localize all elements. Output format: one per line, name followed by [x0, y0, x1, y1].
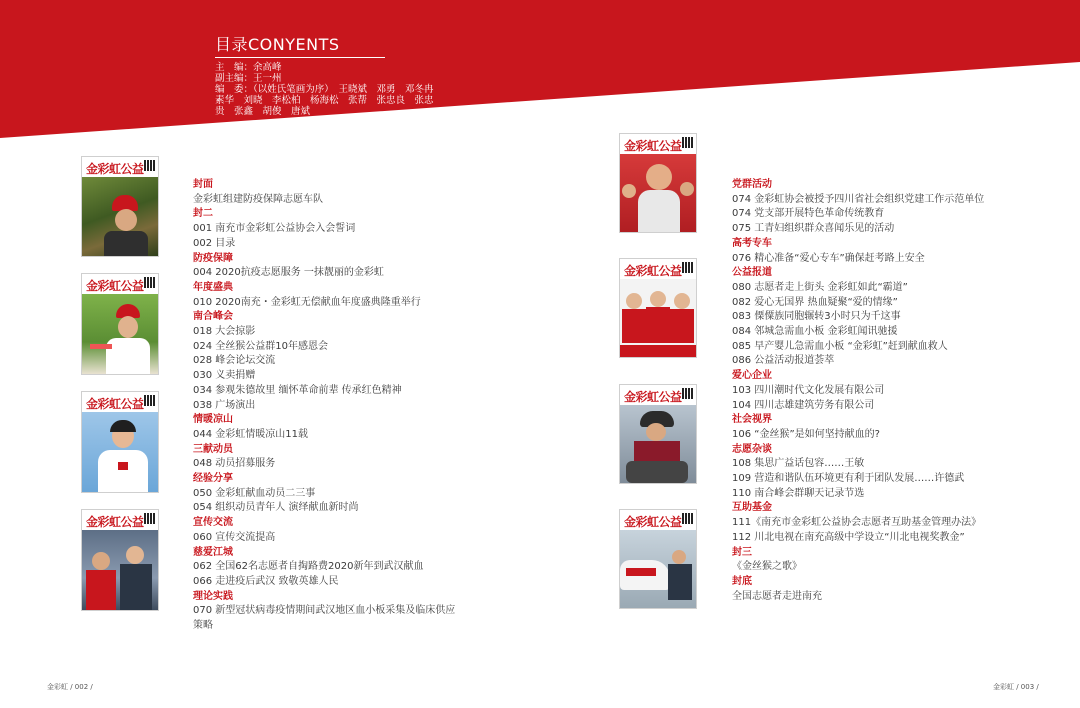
- toc-entry[interactable]: 034 参观朱德故里 缅怀革命前辈 传承红色精神: [193, 384, 402, 396]
- toc-section-heading: 防疫保障: [193, 252, 233, 264]
- toc-entry[interactable]: 044 金彩虹情暖凉山11载: [193, 428, 308, 440]
- cover-photo: [620, 154, 696, 232]
- cover-logo: 金彩虹公益: [620, 134, 696, 154]
- toc-entry[interactable]: 001 南充市金彩虹公益协会入会誓词: [193, 223, 356, 235]
- toc-section-heading: 党群活动: [732, 179, 772, 190]
- cover-thumbnail[interactable]: [619, 384, 697, 484]
- deputy-editor: 副主编：王一州: [215, 73, 282, 84]
- toc-entry[interactable]: 《金丝猴之歌》: [732, 561, 802, 573]
- toc-entry[interactable]: 策略: [193, 620, 213, 632]
- toc-entry[interactable]: 038 广场演出: [193, 399, 256, 411]
- toc-section-heading: 封面: [193, 179, 213, 190]
- cover-logo: 金彩虹公益: [82, 274, 158, 294]
- toc-entry[interactable]: 074 党支部开展特色革命传统教育: [732, 208, 885, 220]
- toc-entry[interactable]: 054 组织动员青年人 演绎献血新时尚: [193, 502, 359, 514]
- toc-entry[interactable]: 048 动员招募服务: [193, 458, 276, 470]
- page-number-left: 金彩虹 / 002 /: [47, 683, 93, 691]
- toc-entry[interactable]: 109 营造和谐队伍环境更有利于团队发展……许德武: [732, 473, 965, 485]
- cover-photo: [620, 279, 696, 357]
- masthead: [215, 32, 434, 117]
- toc-entry[interactable]: 066 走进疫后武汉 致敬英雄人民: [193, 575, 339, 587]
- toc-entry[interactable]: 075 工青妇组织群众喜闻乐见的活动: [732, 223, 895, 235]
- qr-code-icon: [682, 513, 693, 524]
- toc-entry[interactable]: 030 义卖捐赠: [193, 370, 256, 382]
- cover-logo: 金彩虹公益: [82, 510, 158, 530]
- toc-entry[interactable]: 082 爱心无国界 热血疑聚“爱的情缘”: [732, 296, 898, 308]
- toc-section-heading: 宣传交流: [193, 517, 233, 529]
- red-header-banner: [0, 0, 1080, 140]
- toc-section-heading: 封二: [193, 208, 213, 220]
- toc-section-heading: 南合峰会: [193, 311, 233, 323]
- qr-code-icon: [682, 388, 693, 399]
- toc-entry[interactable]: 084 邻城急需血小板 金彩虹闻讯驰援: [732, 326, 898, 338]
- toc-entry[interactable]: 024 全丝猴公益群10年感恩会: [193, 340, 328, 352]
- qr-code-icon: [144, 277, 155, 288]
- toc-right-column: [732, 178, 984, 604]
- toc-section-heading: 三献动员: [193, 443, 233, 455]
- cover-thumbnail[interactable]: [619, 509, 697, 609]
- qr-code-icon: [144, 160, 155, 171]
- toc-entry[interactable]: 083 傈僳族同胞辗转3小时只为千这事: [732, 311, 901, 323]
- toc-section-heading: 高考专车: [732, 237, 772, 249]
- toc-entry[interactable]: 070 新型冠状病毒疫情期间武汉地区血小板采集及临床供应: [193, 605, 456, 617]
- toc-entry[interactable]: 050 金彩虹献血动员二三事: [193, 487, 316, 499]
- page-title: 目录CONYENTS: [215, 32, 385, 58]
- cover-photo: [620, 530, 696, 608]
- toc-entry[interactable]: 085 早产婴儿急需血小板 “金彩虹”赶到献血救人: [732, 340, 948, 352]
- cover-thumbnail[interactable]: [81, 156, 159, 257]
- cover-photo: [82, 412, 158, 492]
- cover-logo: 金彩虹公益: [620, 259, 696, 279]
- qr-code-icon: [682, 262, 693, 273]
- toc-entry[interactable]: 062 全国62名志愿者自掏路费2020新年到武汉献血: [193, 561, 424, 573]
- toc-entry[interactable]: 060 宣传交流提高: [193, 531, 276, 543]
- toc-entry[interactable]: 108 集思广益话包容……王敏: [732, 458, 865, 470]
- toc-section-heading: 慈爱江城: [193, 546, 233, 558]
- toc-entry[interactable]: 018 大会掠影: [193, 326, 256, 338]
- editorial-board: 编 委：（以姓氏笔画为序） 王晓斌 邓勇 邓冬冉素华 刘晓 李松柏 杨海松 张帮 张忠良 张忠贵 张鑫 胡俊 唐斌: [215, 84, 434, 117]
- toc-section-heading: 志愿杂谈: [732, 443, 772, 455]
- toc-entry[interactable]: 004 2020抗疫志愿服务 一抹靓丽的金彩虹: [193, 267, 384, 279]
- toc-section-heading: 封底: [732, 575, 752, 587]
- toc-entry[interactable]: 106 “金丝猴”是如何坚持献血的?: [732, 428, 880, 440]
- toc-entry[interactable]: 028 峰会论坛交流: [193, 355, 276, 367]
- cover-thumbnail[interactable]: [81, 509, 159, 611]
- cover-logo: 金彩虹公益: [82, 157, 158, 177]
- cover-photo: [82, 294, 158, 374]
- qr-code-icon: [682, 137, 693, 148]
- cover-thumbnail[interactable]: [619, 258, 697, 358]
- toc-section-heading: 情暖凉山: [193, 414, 233, 426]
- cover-photo: [82, 530, 158, 610]
- cover-thumbnail[interactable]: [619, 133, 697, 233]
- toc-entry[interactable]: 074 金彩虹协会被授予四川省社会组织党建工作示范单位: [732, 193, 985, 205]
- toc-entry[interactable]: 010 2020南充・金彩虹无偿献血年度盛典隆重举行: [193, 296, 421, 308]
- cover-photo: [82, 177, 158, 256]
- cover-logo: 金彩虹公益: [620, 385, 696, 405]
- toc-entry[interactable]: 076 精心准备“爱心专车”确保赶考路上安全: [732, 252, 925, 264]
- toc-section-heading: 理论实践: [193, 590, 233, 602]
- qr-code-icon: [144, 513, 155, 524]
- cover-logo: 金彩虹公益: [620, 510, 696, 530]
- toc-entry[interactable]: 103 四川潮时代文化发展有限公司: [732, 384, 885, 396]
- cover-photo: [620, 405, 696, 483]
- toc-section-heading: 社会视界: [732, 414, 772, 426]
- toc-entry[interactable]: 080 志愿者走上街头 金彩虹如此“霸道”: [732, 281, 908, 293]
- toc-entry[interactable]: 111《南充市金彩虹公益协会志愿者互助基金管理办法》: [732, 517, 982, 529]
- toc-section-heading: 年度盛典: [193, 281, 233, 293]
- chief-editor: 主 编：余高峰: [215, 62, 282, 73]
- toc-entry[interactable]: 002 目录: [193, 237, 236, 249]
- toc-section-heading: 封三: [732, 546, 752, 558]
- toc-entry[interactable]: 110 南合峰会群聊天记录节选: [732, 487, 865, 499]
- toc-entry[interactable]: 086 公益活动报道荟萃: [732, 355, 835, 367]
- page-number-right: 金彩虹 / 003 /: [993, 683, 1039, 691]
- toc-entry[interactable]: 104 四川志雄建筑劳务有限公司: [732, 399, 875, 411]
- cover-logo: 金彩虹公益: [82, 392, 158, 412]
- toc-left-column: [193, 178, 455, 634]
- cover-thumbnail[interactable]: [81, 273, 159, 375]
- toc-entry[interactable]: 全国志愿者走进南充: [732, 590, 822, 602]
- toc-section-heading: 公益报道: [732, 267, 772, 279]
- toc-entry[interactable]: 112 川北电视在南充高级中学设立“川北电视奖教金”: [732, 531, 965, 543]
- cover-thumbnail[interactable]: [81, 391, 159, 493]
- toc-section-heading: 互助基金: [732, 502, 772, 514]
- toc-entry[interactable]: 金彩虹组建防疫保障志愿车队: [193, 193, 323, 205]
- toc-section-heading: 爱心企业: [732, 370, 772, 382]
- qr-code-icon: [144, 395, 155, 406]
- editorial-credits: [215, 62, 437, 117]
- toc-section-heading: 经验分享: [193, 473, 233, 485]
